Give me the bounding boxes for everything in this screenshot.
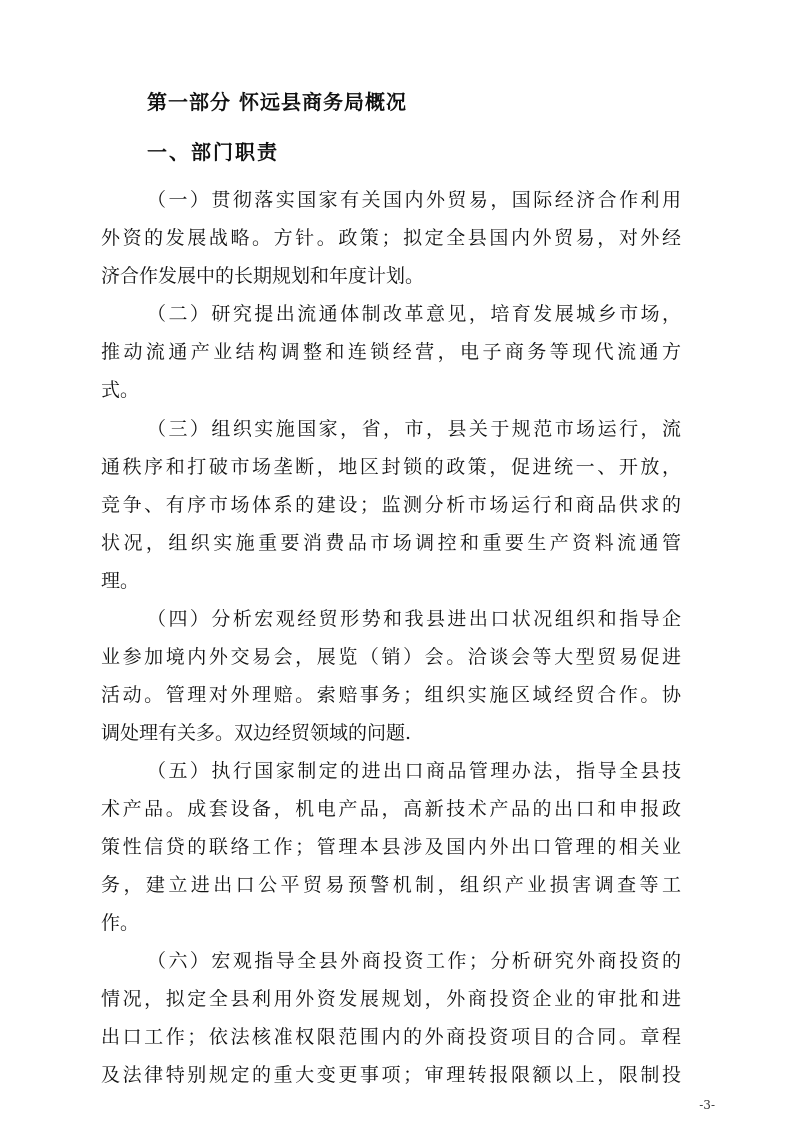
text-line: （一）贯彻落实国家有关国内外贸易，国际经济合作利用 (147, 189, 681, 211)
text-line: （四）分析宏观经贸形势和我县进出口状况组织和指导企 (147, 608, 681, 630)
text-line: 作。 (101, 912, 140, 934)
text-line: 外资的发展战略。方针。政策；拟定全县国内外贸易，对外经 (101, 227, 681, 249)
text-line: （五）执行国家制定的进出口商品管理办法，指导全县技 (147, 760, 681, 782)
text-line: （三）组织实施国家，省，市，县关于规范市场运行，流 (147, 418, 681, 440)
part-title: 第一部分 怀远县商务局概况 (147, 90, 407, 114)
text-line: （六）宏观指导全县外商投资工作；分析研究外商投资的 (147, 950, 681, 972)
text-line: 业参加境内外交易会，展览（销）会。洽谈会等大型贸易促进 (101, 646, 681, 668)
text-line: （二）研究提出流通体制改革意见，培育发展城乡市场， (147, 303, 681, 325)
text-line: 情况，拟定全县利用外资发展规划，外商投资企业的审批和进 (101, 988, 681, 1010)
text-line: 术产品。成套设备，机电产品，高新技术产品的出口和申报政 (101, 798, 681, 820)
text-line: 推动流通产业结构调整和连锁经营，电子商务等现代流通方 (101, 341, 681, 363)
text-line: 式。 (101, 379, 140, 401)
text-line: 理。 (101, 570, 140, 592)
text-line: 活动。管理对外理赔。索赔事务；组织实施区域经贸合作。协 (101, 684, 681, 706)
page-number: -3- (699, 1098, 715, 1112)
text-line: 调处理有关多。双边经贸领域的问题. (101, 722, 412, 744)
text-line: 状况，组织实施重要消费品市场调控和重要生产资料流通管 (101, 532, 681, 554)
text-line: 务，建立进出口公平贸易预警机制，组织产业损害调查等工 (101, 874, 681, 896)
text-line: 济合作发展中的长期规划和年度计划。 (101, 265, 425, 287)
text-line: 竞争、有序市场体系的建设；监测分析市场运行和商品供求的 (101, 494, 681, 516)
text-line: 及法律特别规定的重大变更事项；审理转报限额以上，限制投 (101, 1064, 681, 1086)
text-line: 策性信贷的联络工作；管理本县涉及国内外出口管理的相关业 (101, 836, 681, 858)
text-line: 出口工作；依法核准权限范围内的外商投资项目的合同。章程 (101, 1026, 681, 1048)
text-line: 通秩序和打破市场垄断，地区封锁的政策，促进统一、开放， (101, 456, 681, 478)
section-title: 一、部门职责 (147, 140, 279, 164)
